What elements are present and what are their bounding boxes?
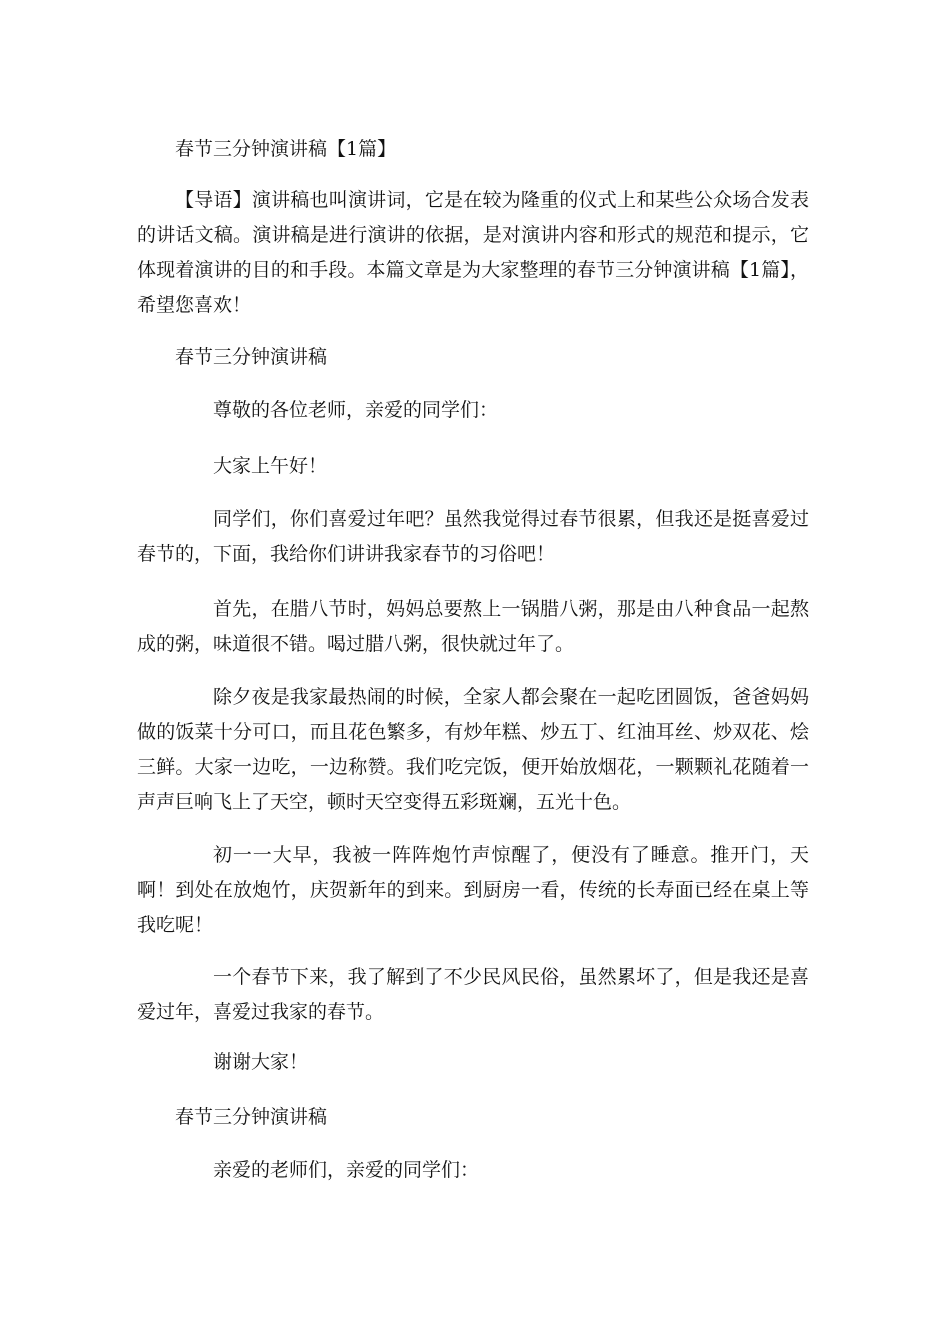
body-paragraph-2: 首先，在腊八节时，妈妈总要熬上一锅腊八粥，那是由八种食品一起熬成的粥，味道很不错。喝过腊八粥，很快就过年了。 (137, 598, 809, 655)
document-title: 春节三分钟演讲稿【1篇】 (175, 138, 397, 160)
body-paragraph-5: 一个春节下来，我了解到了不少民风民俗，虽然累坏了，但是我还是喜爱过年，喜爱过我家的春节。 (137, 966, 809, 1023)
body-paragraph-1: 同学们，你们喜爱过年吧？虽然我觉得过春节很累，但我还是挺喜爱过春节的，下面，我给你们讲讲我家春节的习俗吧！ (137, 508, 809, 565)
greeting: 尊敬的各位老师，亲爱的同学们： (213, 399, 499, 421)
closing-thanks: 谢谢大家！ (213, 1051, 309, 1073)
intro-paragraph: 【导语】演讲稿也叫演讲词，它是在较为隆重的仪式上和某些公众场合发表的讲话文稿。演讲稿是进行演讲的依据，是对演讲内容和形式的规范和提示，它体现着演讲的目的和手段。本篇文章是为大家整理的春节三分钟演讲稿【1篇】，希望您喜欢！ (137, 189, 809, 316)
section-heading-2: 春节三分钟演讲稿 (175, 1106, 328, 1128)
greeting-2: 亲爱的老师们，亲爱的同学们： (213, 1159, 480, 1181)
section-heading: 春节三分钟演讲稿 (175, 346, 328, 368)
body-paragraph-4: 初一一大早，我被一阵阵炮竹声惊醒了，便没有了睡意。推开门，天啊！到处在放炮竹，庆贺新年的到来。到厨房一看，传统的长寿面已经在桌上等我吃呢！ (137, 844, 809, 936)
greeting-hello: 大家上午好！ (213, 455, 328, 477)
body-paragraph-3: 除夕夜是我家最热闹的时候，全家人都会聚在一起吃团圆饭，爸爸妈妈做的饭菜十分可口，而且花色繁多，有炒年糕、炒五丁、红油耳丝、炒双花、烩三鲜。大家一边吃，一边称赞。我们吃完饭，便开始放烟花，一颗颗礼花随着一声声巨响飞上了天空，顿时天空变得五彩斑斓，五光十色。 (137, 686, 809, 813)
